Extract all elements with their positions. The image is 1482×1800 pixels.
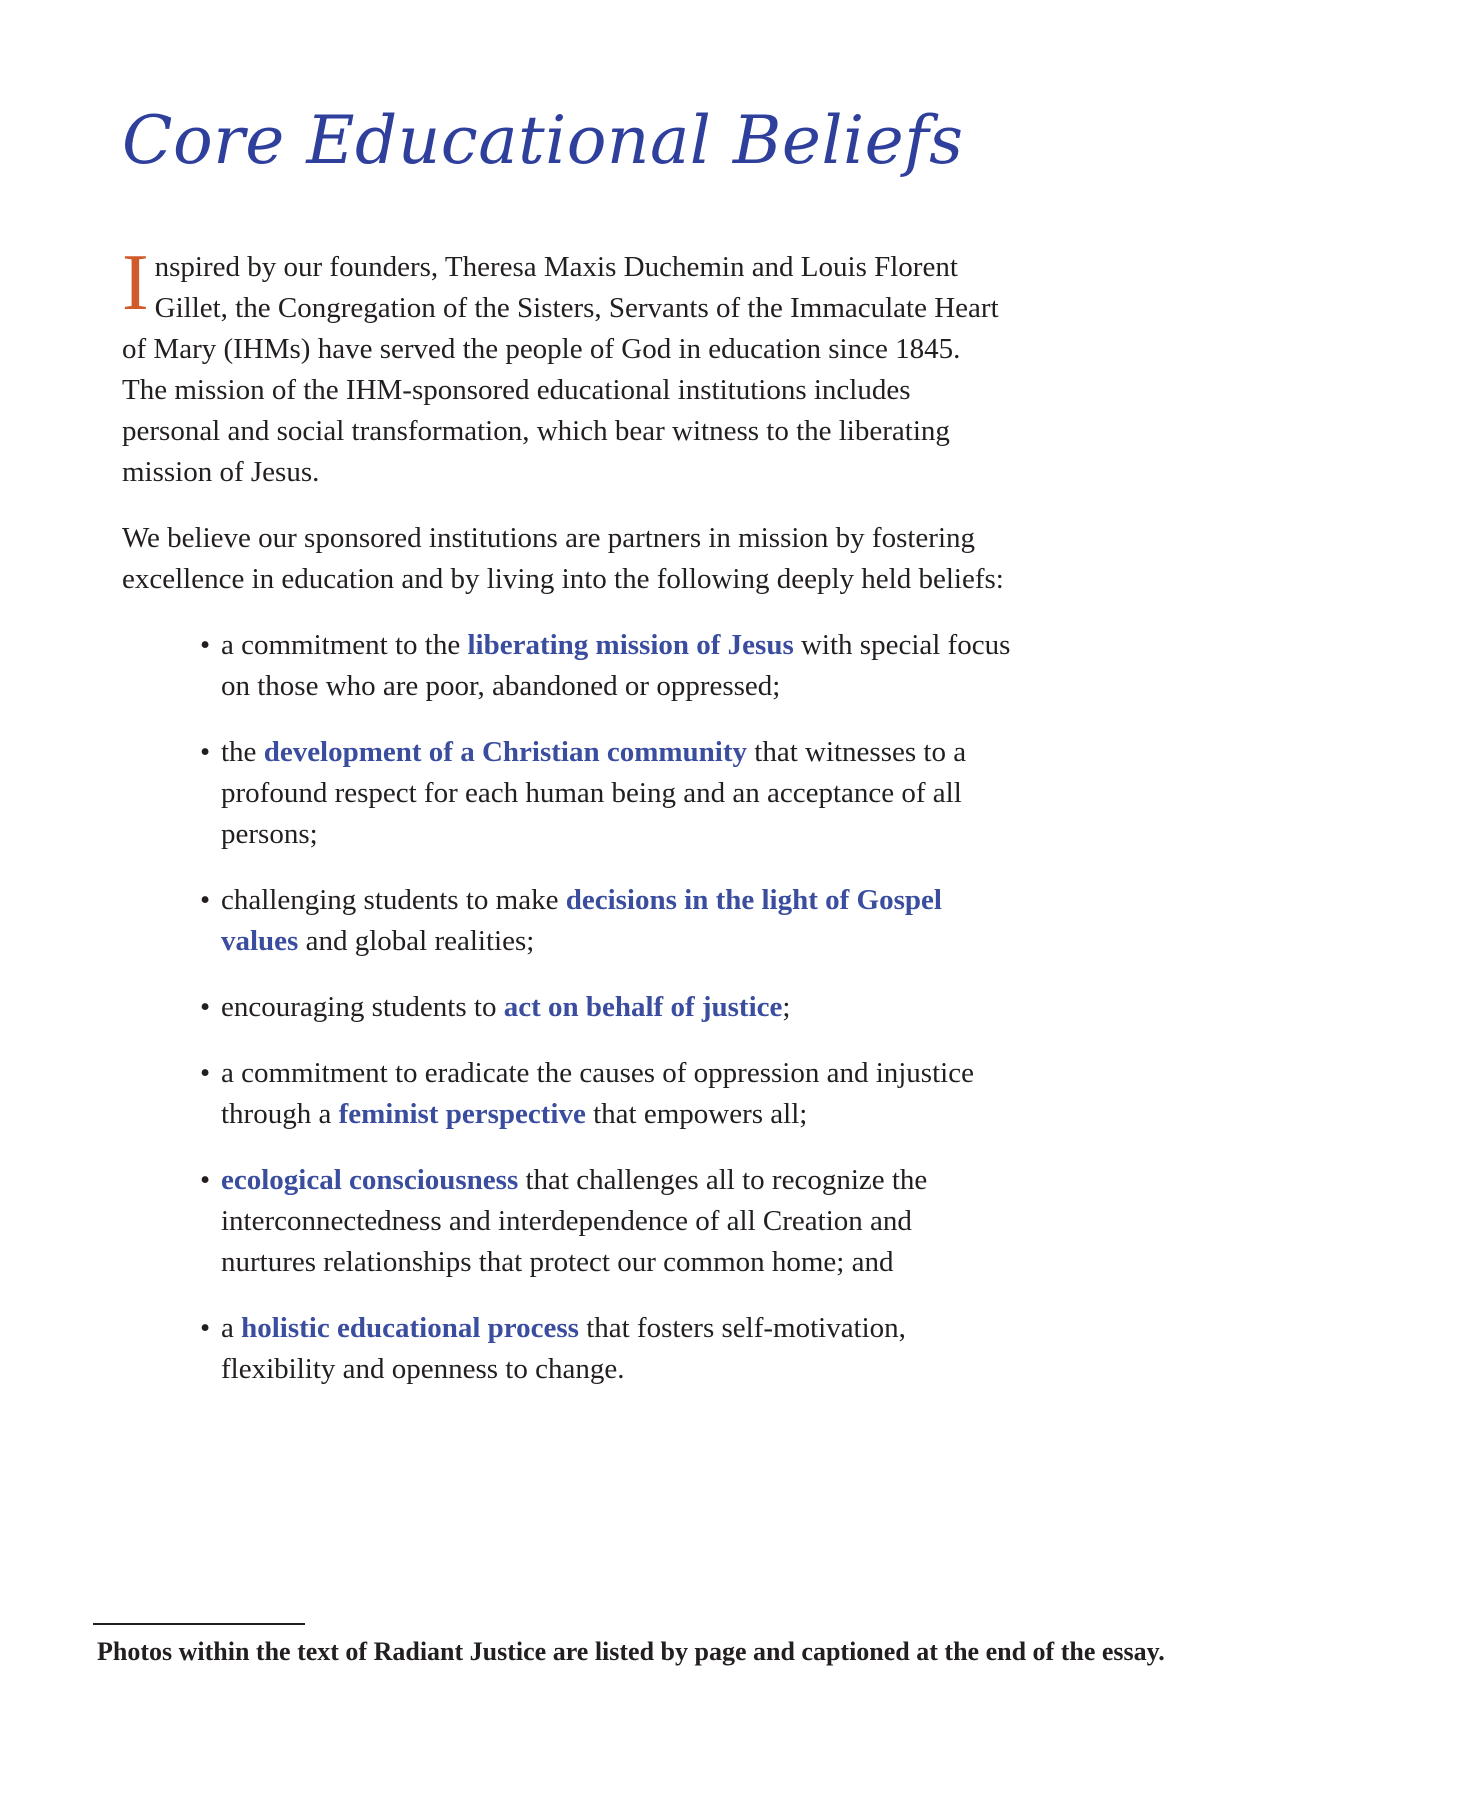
drop-cap: I [122, 239, 149, 327]
footnote: Photos within the text of Radiant Justice are listed by page and captioned at the end of the essay. [97, 1637, 1165, 1666]
belief-item [200, 880, 1012, 962]
footnote-divider [93, 1623, 305, 1625]
belief-item [200, 625, 1012, 707]
belief-item [200, 732, 1012, 855]
intro-paragraph [122, 239, 1012, 370]
bullet: • [200, 1057, 211, 1089]
belief-text: challenging students to make [221, 884, 566, 916]
beliefs-list [122, 625, 1012, 1390]
mission-paragraph: The mission of the IHM-sponsored educational institutions includes personal and social transformation, which bear witness to the liberating mission of Jesus. [122, 374, 950, 488]
bullet: • [200, 1312, 211, 1344]
belief-item [200, 1053, 1012, 1135]
belief-text: that fosters self-motivation, flexibility and openness to change. [221, 1312, 906, 1385]
belief-highlight: act on behalf of justice [503, 991, 783, 1023]
belief-text: that empowers all; [585, 1098, 808, 1130]
belief-highlight: decisions in the light of Gospel values [221, 884, 942, 957]
belief-item [200, 1308, 1012, 1390]
bullet: • [200, 629, 211, 661]
belief-item [200, 1160, 1012, 1283]
belief-text: with special focus on those who are poor, abandoned or oppressed; [221, 629, 1011, 702]
bullet: • [200, 736, 211, 768]
belief-text: encouraging students to [221, 991, 504, 1023]
bullet: • [200, 991, 211, 1023]
belief-highlight: feminist perspective [338, 1098, 586, 1130]
belief-text: ; [782, 991, 791, 1023]
page-title: Core Educational Beliefs [122, 102, 964, 179]
belief-text: that challenges all to recognize the interconnectedness and interdependence of all Creation and nurtures relationships that protect our common home; and [221, 1164, 928, 1278]
belief-text: that witnesses to a profound respect for each human being and an acceptance of all persons; [221, 736, 967, 850]
belief-text: the [221, 736, 264, 768]
belief-highlight: holistic educational process [241, 1312, 579, 1344]
belief-highlight: liberating mission of Jesus [467, 629, 794, 661]
bullet: • [200, 1164, 211, 1196]
belief-text: and global realities; [298, 925, 535, 957]
intro-paragraph-text: nspired by our founders, Theresa Maxis Duchemin and Louis Florent Gillet, the Congregation of the Sisters, Servants of the Immaculate Heart of Mary (IHMs) have served the people of God in education since 1845. [122, 251, 999, 365]
belief-text: a commitment to eradicate the causes of oppression and injustice through a [221, 1057, 974, 1130]
body-text [122, 239, 1012, 1415]
belief-item [200, 987, 1012, 1028]
partners-paragraph: We believe our sponsored institutions are partners in mission by fostering excellence in education and by living into the following deeply held beliefs: [122, 522, 1004, 595]
belief-text: a [221, 1312, 242, 1344]
belief-text: a commitment to the [221, 629, 468, 661]
bullet: • [200, 884, 211, 916]
belief-highlight: development of a Christian community [263, 736, 748, 768]
belief-highlight: ecological consciousness [221, 1164, 519, 1196]
